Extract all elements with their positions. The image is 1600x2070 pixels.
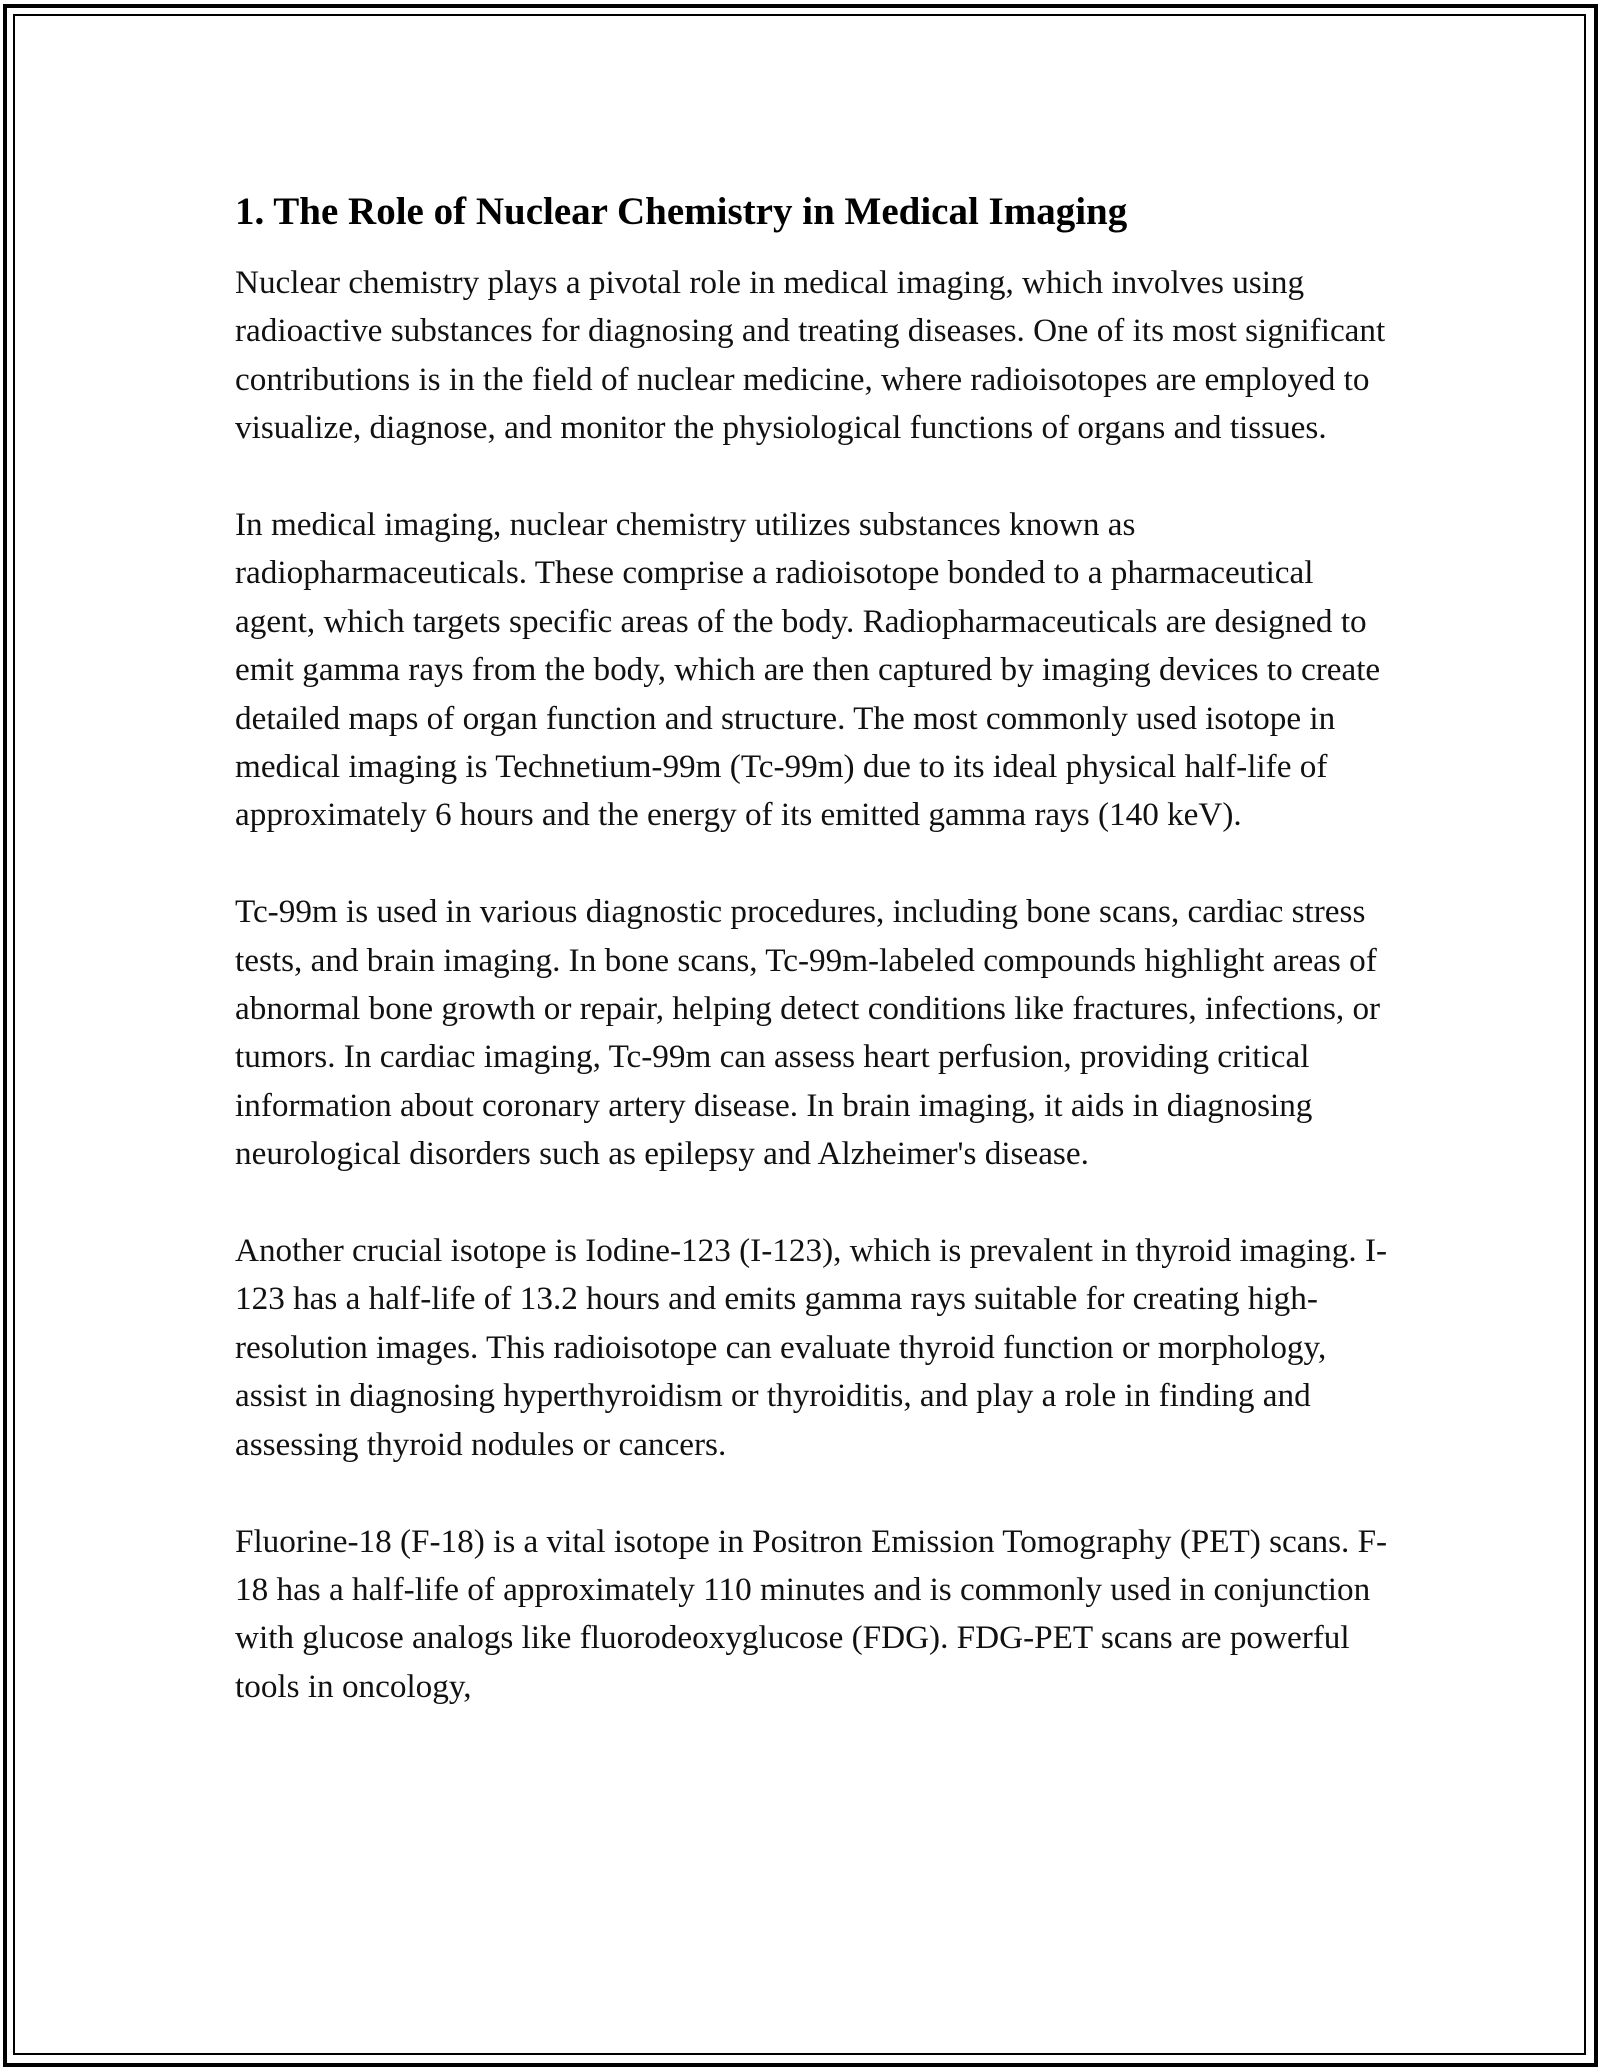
document-body — [235, 186, 1395, 1711]
paragraph-intro: Nuclear chemistry plays a pivotal role in medical imaging, which involves using radioactive substances for diagnosing and treating diseases. One of its most significant contributions is in the field of nuclear medicine, where radioisotopes are employed to visualize, diagnose, and monitor the physiological functions of organs and tissues. — [235, 264, 1386, 447]
paragraph-radiopharmaceuticals: In medical imaging, nuclear chemistry utilizes substances known as radiopharmaceuticals. These comprise a radioisotope bonded to a pharmaceutical agent, which targets specific areas of the body. Radiopharmaceuticals are designed to emit gamma rays from the body, which are then captured by imaging devices to create detailed maps of organ function and structure. The most commonly used isotope in medical imaging is Technetium-99m (Tc-99m) due to its ideal physical half-life of approximately 6 hours and the energy of its emitted gamma rays (140 keV). — [235, 506, 1381, 834]
paragraph-tc99m: Tc-99m is used in various diagnostic procedures, including bone scans, cardiac stress tests, and brain imaging. In bone scans, Tc-99m-labeled compounds highlight areas of abnormal bone growth or repair, helping detect conditions like fractures, infections, or tumors. In cardiac imaging, Tc-99m can assess heart perfusion, providing critical information about coronary artery disease. In brain imaging, it aids in diagnosing neurological disorders such as epilepsy and Alzheimer's disease. — [235, 893, 1381, 1173]
paragraph-fluorine18: Fluorine-18 (F-18) is a vital isotope in Positron Emission Tomography (PET) scans. F-18 has a half-life of approximately 110 minutes and is commonly used in conjunction with glucose analogs like fluorodeoxyglucose (FDG). FDG-PET scans are powerful tools in oncology, — [235, 1522, 1388, 1705]
section-heading: 1. The Role of Nuclear Chemistry in Medical Imaging — [235, 190, 1128, 233]
paragraph-iodine123: Another crucial isotope is Iodine-123 (I-123), which is prevalent in thyroid imaging. I-123 has a half-life of 13.2 hours and emits gamma rays suitable for creating high-resolution images. This radioisotope can evaluate thyroid function or morphology, assist in diagnosing hyperthyroidism or thyroiditis, and play a role in finding and assessing thyroid nodules or cancers. — [235, 1232, 1388, 1463]
